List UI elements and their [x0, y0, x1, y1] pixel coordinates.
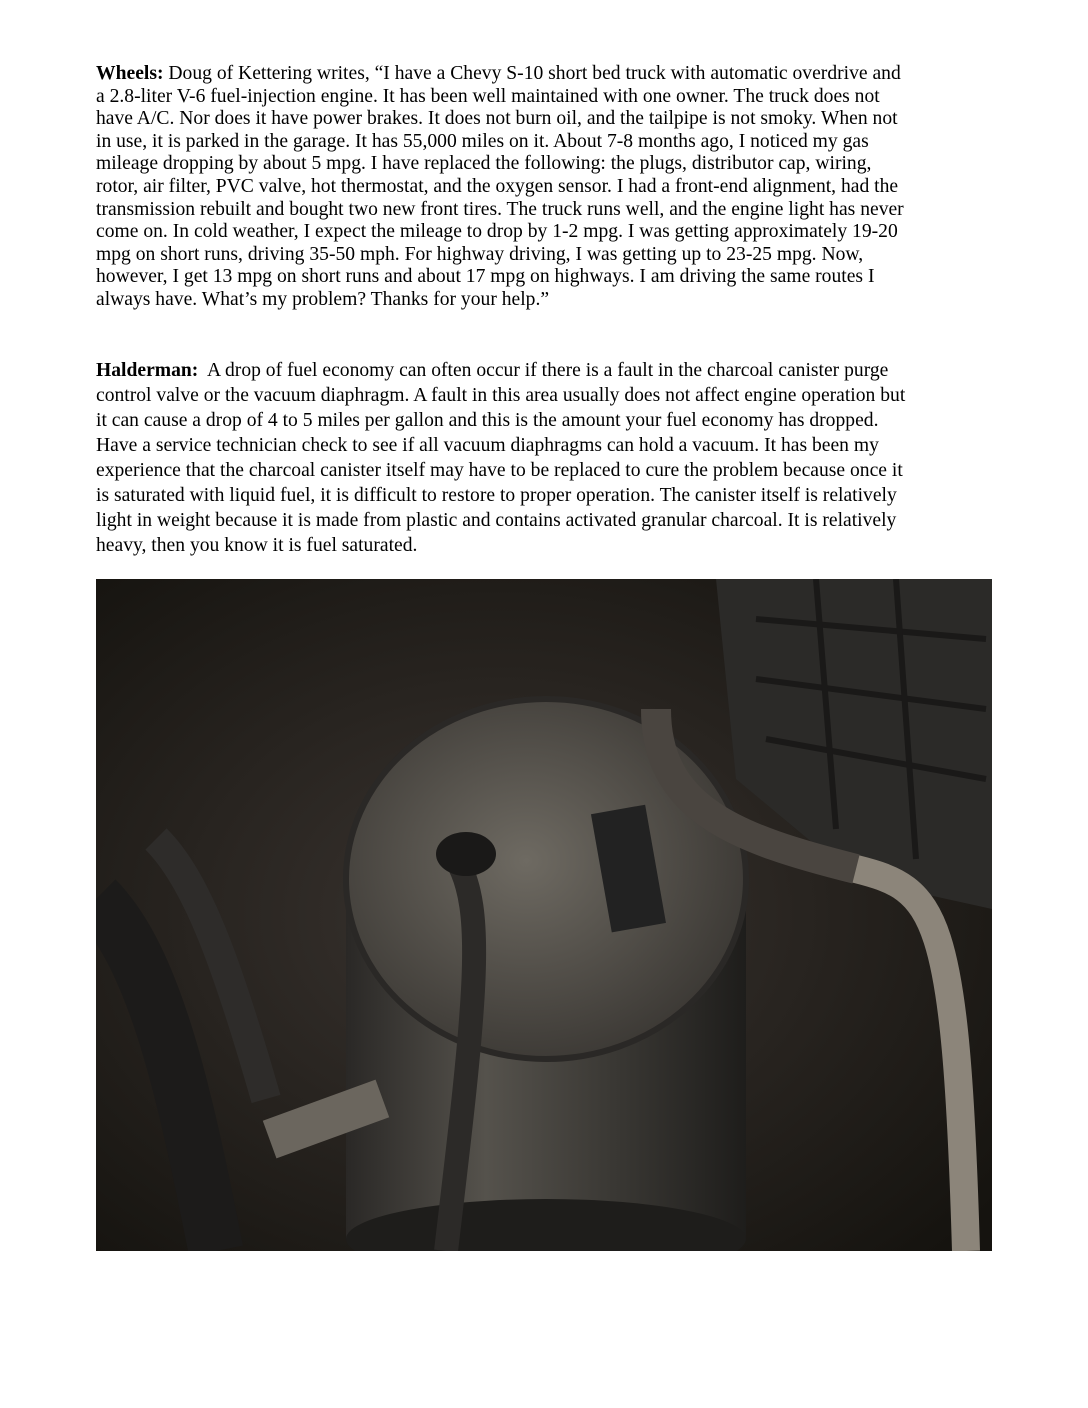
text-line: in use, it is parked in the garage. It has 55,000 miles on it. About 7-8 months ago, I noticed my gas: [96, 130, 869, 152]
text-line: however, I get 13 mpg on short runs and about 17 mpg on highways. I am driving the same routes I: [96, 266, 875, 288]
text-line: mileage dropping by about 5 mpg. I have replaced the following: the plugs, distributor cap, wiring,: [96, 153, 872, 175]
question-paragraph: [96, 63, 904, 312]
charcoal-canister-photo: [96, 579, 992, 1251]
speaker-label: Wheels:: [96, 63, 164, 84]
text-line: light in weight because it is made from plastic and contains activated granular charcoal. It is relatively: [96, 510, 897, 531]
text-span: A drop of fuel economy can often occur if there is a fault in the charcoal canister purge: [198, 360, 889, 381]
text-line: have A/C. Nor does it have power brakes. It does not burn oil, and the tailpipe is not smoky. When not: [96, 108, 898, 130]
text-line: mpg on short runs, driving 35-50 mph. For highway driving, I was getting up to 23-25 mpg. Now,: [96, 243, 864, 265]
text-line: control valve or the vacuum diaphragm. A fault in this area usually does not affect engine operation but: [96, 385, 906, 406]
text-span: Doug of Kettering writes, “I have a Chevy S-10 short bed truck with automatic overdrive and: [163, 63, 901, 84]
text-line: transmission rebuilt and bought two new front tires. The truck runs well, and the engine light has never: [96, 198, 904, 220]
text-line: come on. In cold weather, I expect the mileage to drop by 1-2 mpg. I was getting approximately 19-20: [96, 221, 898, 243]
text-line: heavy, then you know it is fuel saturated.: [96, 535, 418, 556]
answer-paragraph: [96, 358, 905, 558]
text-line: experience that the charcoal canister itself may have to be replaced to cure the problem because once it: [96, 460, 903, 481]
text-line: Have a service technician check to see if all vacuum diaphragms can hold a vacuum. It has been my: [96, 435, 879, 456]
speaker-label: Halderman:: [96, 360, 199, 381]
text-line: always have. What’s my problem? Thanks for your help.”: [96, 288, 550, 310]
text-line: it can cause a drop of 4 to 5 miles per gallon and this is the amount your fuel economy has dropped.: [96, 410, 879, 431]
text-line: is saturated with liquid fuel, it is difficult to restore to proper operation. The canister itself is relatively: [96, 485, 897, 506]
text-line: [96, 358, 905, 383]
text-line: a 2.8-liter V-6 fuel-injection engine. It has been well maintained with one owner. The truck does not: [96, 85, 880, 107]
text-line: rotor, air filter, PVC valve, hot thermostat, and the oxygen sensor. I had a front-end alignment, had the: [96, 175, 899, 197]
text-line: [96, 63, 904, 86]
